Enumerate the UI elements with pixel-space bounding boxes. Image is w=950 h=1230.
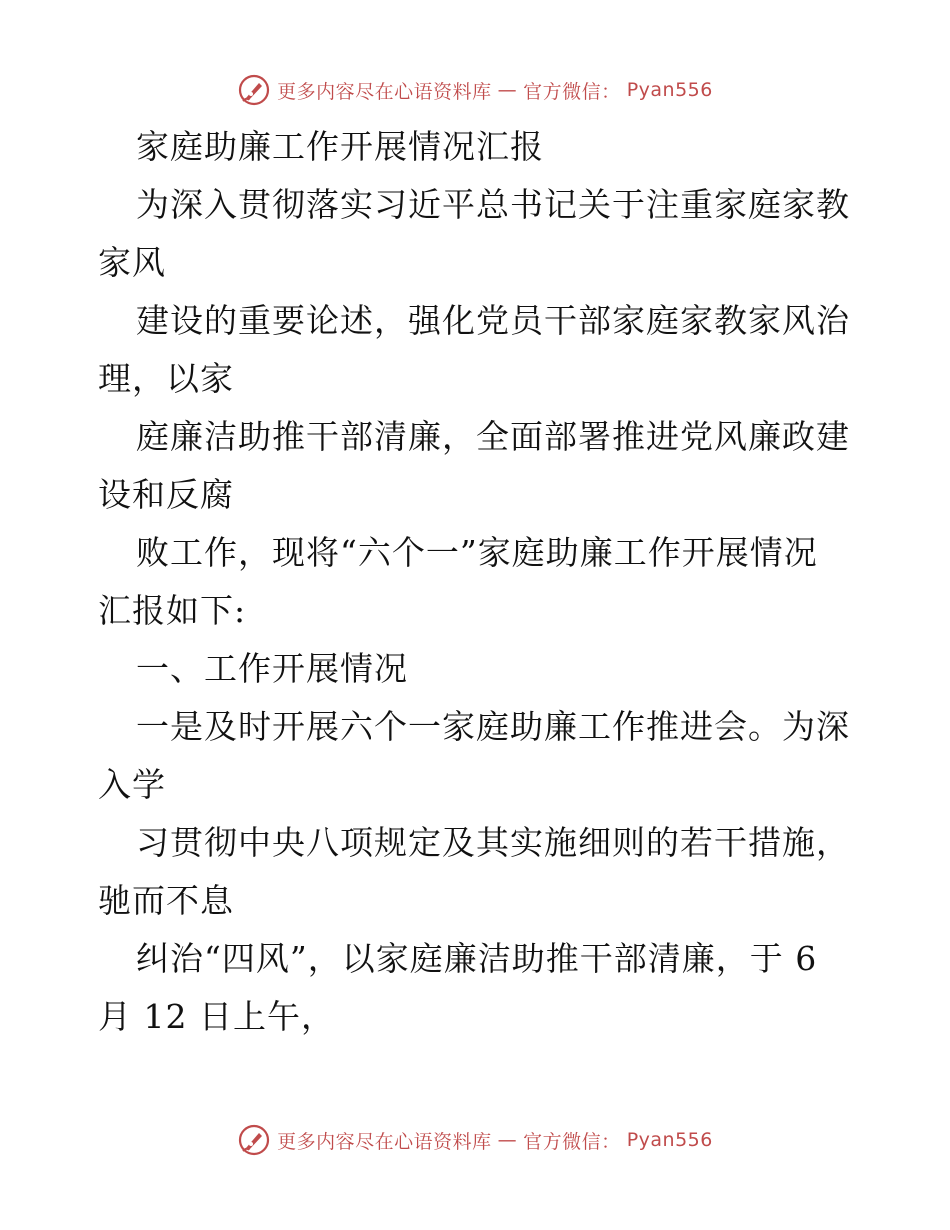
pen-nib-logo-icon (237, 1123, 271, 1157)
text-line: 建设的重要论述，强化党员干部家庭家教家风治 (136, 301, 850, 340)
watermark-wechat-label: 官方微信： (523, 80, 621, 103)
watermark-wechat-id: Pyan556 (626, 79, 713, 101)
text-line: 月 12 日上午， (98, 997, 335, 1036)
text-line: 家风 (98, 243, 166, 282)
text-line: 驰而不息 (98, 881, 234, 920)
watermark-wechat-id: Pyan556 (626, 1129, 713, 1151)
watermark-separator: — (497, 1129, 518, 1151)
text-line: 一是及时开展六个一家庭助廉工作推进会。为深 (136, 707, 850, 746)
pen-nib-logo-icon (237, 73, 271, 107)
footer-watermark (0, 1120, 950, 1160)
text-line: 败工作，现将“六个一”家庭助廉工作开展情况 (136, 533, 818, 572)
document-body (98, 118, 854, 1046)
watermark-brand: 更多内容尽在心语资料库 (277, 1130, 492, 1153)
watermark-brand: 更多内容尽在心语资料库 (277, 80, 492, 103)
text-line: 设和反腐 (98, 475, 234, 514)
text-line: 家庭助廉工作开展情况汇报 (136, 127, 544, 166)
text-line: 庭廉洁助推干部清廉，全面部署推进党风廉政建 (136, 417, 850, 456)
header-watermark (0, 70, 950, 110)
text-line: 纠治“四风”，以家庭廉洁助推干部清廉，于 6 (136, 939, 818, 978)
text-line: 习贯彻中央八项规定及其实施细则的若干措施， (136, 823, 850, 862)
text-line: 汇报如下: (98, 591, 247, 630)
watermark-separator: — (497, 79, 518, 101)
text-line: 入学 (98, 765, 166, 804)
text-line: 为深入贯彻落实习近平总书记关于注重家庭家教 (136, 185, 850, 224)
watermark-wechat-label: 官方微信： (523, 1130, 621, 1153)
text-line: 理，以家 (98, 359, 234, 398)
text-line: 一、工作开展情况 (136, 649, 408, 688)
